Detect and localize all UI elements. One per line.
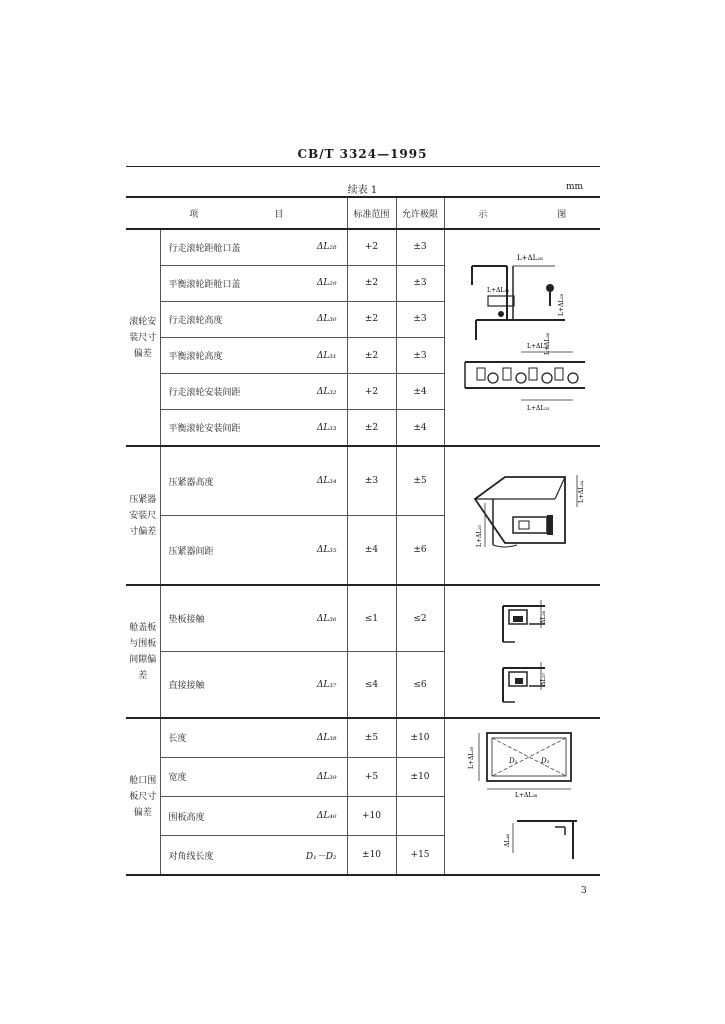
item-cell: 行走滚轮高度 xyxy=(160,301,303,337)
table-caption: 续表 1 xyxy=(347,185,378,196)
diagram-label: L+ΔL₃₈ xyxy=(514,792,537,799)
standard-code: CB/T 3324—1995 xyxy=(297,147,428,161)
standard-cell: +5 xyxy=(347,757,396,796)
item-cell: 垫板接触 xyxy=(160,585,303,652)
diagram-label: L+ΔL₂₈ xyxy=(516,254,543,262)
table-row xyxy=(126,718,600,757)
limit-cell: ±10 xyxy=(396,718,444,757)
symbol-cell: D₁－D₂ xyxy=(303,836,347,875)
symbol-cell: ΔL₂₉ xyxy=(303,265,347,301)
page-number: 3 xyxy=(581,886,587,896)
limit-cell: ±3 xyxy=(396,265,444,301)
symbol-cell: ΔL₃₂ xyxy=(303,374,347,410)
limit-cell: ≤2 xyxy=(396,585,444,652)
standard-cell: ±2 xyxy=(347,410,396,446)
item-cell: 行走滚轮距舱口盖 xyxy=(160,229,303,265)
diagram-label: ΔL₃₇ xyxy=(539,672,547,686)
limit-cell: ±3 xyxy=(396,229,444,265)
symbol-cell: ΔL₃₁ xyxy=(303,337,347,373)
standard-cell: +10 xyxy=(347,797,396,836)
diagram-label: ΔL₄₀ xyxy=(503,833,511,847)
header-standard-range: 标准范围 xyxy=(347,197,396,229)
standard-cell: ±2 xyxy=(347,301,396,337)
symbol-cell: ΔL₄₀ xyxy=(303,797,347,836)
symbol-cell: ΔL₃₄ xyxy=(303,446,347,516)
table-header-row xyxy=(126,197,600,229)
standard-cell: ±5 xyxy=(347,718,396,757)
diagram-label: L+ΔL₃₄ xyxy=(577,480,585,503)
standard-cell: +2 xyxy=(347,229,396,265)
diagram-rollers xyxy=(444,229,600,446)
group-label-compressor: 压紧器 安装尺 寸偏差 xyxy=(126,446,160,585)
item-cell: 压紧器间距 xyxy=(160,516,303,586)
standard-cell: ≤1 xyxy=(347,585,396,652)
header-rule xyxy=(126,166,600,167)
table-row xyxy=(126,229,600,265)
limit-cell: ±3 xyxy=(396,301,444,337)
standard-cell: ≤4 xyxy=(347,652,396,719)
limit-cell: ±4 xyxy=(396,410,444,446)
diagram-label: D₂ xyxy=(540,757,549,765)
symbol-cell: ΔL₃₅ xyxy=(303,516,347,586)
limit-cell xyxy=(396,797,444,836)
limit-cell: ±4 xyxy=(396,374,444,410)
item-cell: 行走滚轮安装间距 xyxy=(160,374,303,410)
item-cell: 长度 xyxy=(160,718,303,757)
limit-cell: ≤6 xyxy=(396,652,444,719)
symbol-cell: ΔL₃₉ xyxy=(303,757,347,796)
item-cell: 平衡滚轮高度 xyxy=(160,337,303,373)
limit-cell: ±3 xyxy=(396,337,444,373)
standard-cell: ±4 xyxy=(347,516,396,586)
diagram-label: D₁ xyxy=(508,757,517,765)
standard-cell: ±3 xyxy=(347,446,396,516)
item-cell: 直接接触 xyxy=(160,652,303,719)
symbol-cell: ΔL₃₆ xyxy=(303,585,347,652)
group-label-rollers: 滚轮安 装尺寸 偏差 xyxy=(126,229,160,446)
item-cell: 围板高度 xyxy=(160,797,303,836)
table-row xyxy=(126,446,600,516)
header-diagram: 示 图 xyxy=(444,197,600,229)
tolerance-table xyxy=(126,196,600,876)
standard-cell: +2 xyxy=(347,374,396,410)
symbol-cell: ΔL₃₇ xyxy=(303,652,347,719)
item-cell: 压紧器高度 xyxy=(160,446,303,516)
diagram-label: L+ΔL₂₉ xyxy=(557,293,565,316)
diagram-label: L+ΔL₃₃ xyxy=(526,405,549,412)
limit-cell: ±5 xyxy=(396,446,444,516)
standard-cell: ±2 xyxy=(347,337,396,373)
item-cell: 宽度 xyxy=(160,757,303,796)
header-item: 项 目 xyxy=(126,197,347,229)
item-cell: 平衡滚轮安装间距 xyxy=(160,410,303,446)
diagram-label: L+ΔL₃₉ xyxy=(467,746,475,769)
diagram-label: ΔL₃₆ xyxy=(539,610,547,624)
group-label-coaming: 舱口围 板尺寸 偏差 xyxy=(126,718,160,875)
symbol-cell: ΔL₃₃ xyxy=(303,410,347,446)
symbol-cell: ΔL₃₀ xyxy=(303,301,347,337)
group-label-gap: 舱盖板 与围板 间隙偏 差 xyxy=(126,585,160,718)
item-cell: 平衡滚轮距舱口盖 xyxy=(160,265,303,301)
table-row xyxy=(126,585,600,652)
diagram-label: L+ΔL₃₀ xyxy=(543,332,551,355)
diagram-label: L+ΔL₃₀ xyxy=(526,343,549,350)
diagram-label: L+ΔL₃₅ xyxy=(475,524,483,547)
standard-cell: ±10 xyxy=(347,836,396,875)
header-allowed-limit: 允许极限 xyxy=(396,197,444,229)
limit-cell: ±6 xyxy=(396,516,444,586)
limit-cell: +15 xyxy=(396,836,444,875)
diagram-compressor xyxy=(444,446,600,585)
symbol-cell: ΔL₃₈ xyxy=(303,718,347,757)
diagram-gap xyxy=(444,585,600,718)
unit-label: mm xyxy=(566,182,584,192)
symbol-cell: ΔL₂₈ xyxy=(303,229,347,265)
item-cell: 对角线长度 xyxy=(160,836,303,875)
diagram-coaming xyxy=(444,718,600,875)
limit-cell: ±10 xyxy=(396,757,444,796)
standard-cell: ±2 xyxy=(347,265,396,301)
diagram-label: L+ΔL₃₀ xyxy=(486,287,509,294)
